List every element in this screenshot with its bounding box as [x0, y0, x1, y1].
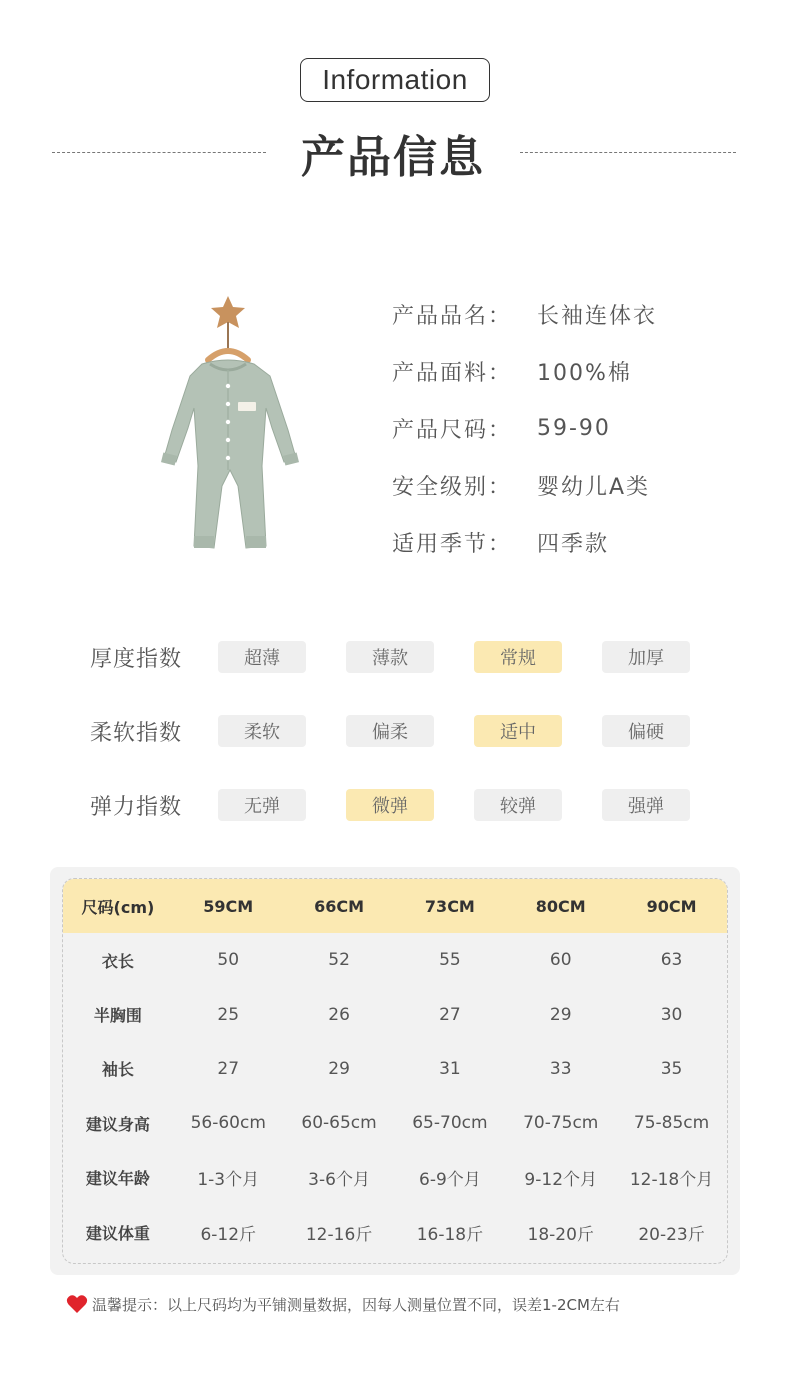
index-option: 加厚 [602, 641, 690, 673]
table-header-cell: 尺码(cm) [81, 897, 155, 917]
row-label: 衣长 [101, 951, 134, 971]
table-cell: 30 [660, 1004, 683, 1025]
row-label: 建议体重 [85, 1223, 150, 1243]
table-row [63, 933, 727, 987]
size-note [66, 1292, 766, 1316]
table-header-row [63, 879, 727, 933]
table-cell: 27 [439, 1004, 461, 1025]
index-options [218, 641, 730, 673]
index-row-elasticity [90, 768, 730, 842]
table-header-cell: 90CM [646, 896, 697, 916]
info-row-safety [392, 457, 772, 514]
index-options [218, 789, 730, 821]
table-cell: 20-23斤 [638, 1224, 705, 1245]
section-title: 产品信息 [301, 132, 485, 183]
table-cell: 27 [217, 1058, 240, 1079]
size-table-inner [62, 878, 728, 1264]
info-label: 产品面料： [392, 361, 513, 386]
table-header-cell: 66CM [314, 896, 365, 916]
table-cell: 29 [549, 1004, 572, 1025]
info-row-fabric [392, 343, 772, 400]
table-cell: 70-75cm [523, 1113, 599, 1134]
index-option: 薄款 [346, 641, 434, 673]
heart-icon [66, 1294, 88, 1314]
index-option: 偏柔 [346, 715, 434, 747]
table-cell: 33 [549, 1058, 572, 1079]
index-option: 柔软 [218, 715, 306, 747]
info-row-size [392, 400, 772, 457]
row-label: 袖长 [101, 1060, 134, 1080]
divider-left [52, 152, 266, 153]
table-cell: 12-16斤 [305, 1224, 373, 1245]
table-cell: 56-60cm [190, 1113, 266, 1134]
table-cell: 6-12斤 [200, 1224, 257, 1245]
row-label: 半胸围 [93, 1006, 142, 1026]
size-table [50, 867, 740, 1275]
index-row-softness [90, 694, 730, 768]
product-info-list [392, 286, 772, 571]
table-row [63, 1151, 727, 1205]
table-row [63, 987, 727, 1041]
index-option: 较弹 [474, 789, 562, 821]
table-cell: 12-18个月 [629, 1170, 714, 1191]
index-option: 偏硬 [602, 715, 690, 747]
table-cell: 63 [660, 950, 683, 971]
index-ratings [90, 620, 730, 842]
table-cell: 6-9个月 [419, 1170, 481, 1191]
index-options [218, 715, 730, 747]
index-label: 厚度指数 [90, 646, 183, 672]
table-cell: 18-20斤 [527, 1224, 594, 1245]
baby-romper-icon [148, 290, 313, 560]
index-option-selected: 适中 [474, 715, 562, 747]
table-cell: 31 [439, 1058, 461, 1079]
index-label: 弹力指数 [90, 794, 183, 820]
table-cell: 65-70cm [412, 1113, 488, 1134]
index-option: 超薄 [218, 641, 306, 673]
info-value: 59-90 [537, 416, 611, 441]
index-option-selected: 常规 [474, 641, 562, 673]
info-label: 适用季节： [392, 532, 513, 557]
index-label: 柔软指数 [90, 720, 183, 746]
table-cell: 60-65cm [301, 1113, 377, 1134]
note-text: 温馨提示：以上尺码均为平铺测量数据，因每人测量位置不同，误差1-2CM左右 [92, 1295, 620, 1314]
table-cell: 35 [660, 1058, 683, 1079]
table-cell: 25 [217, 1004, 240, 1025]
row-label: 建议年龄 [85, 1169, 150, 1189]
info-row-season [392, 514, 772, 571]
table-cell: 16-18斤 [416, 1224, 484, 1245]
table-header-cell: 73CM [424, 896, 475, 916]
table-header-cell: 80CM [535, 896, 586, 916]
index-option: 无弹 [218, 789, 306, 821]
section-title-en: Information [300, 58, 490, 102]
table-cell: 60 [549, 950, 572, 971]
table-cell: 50 [217, 950, 240, 971]
table-cell: 52 [328, 950, 350, 971]
info-value: 四季款 [537, 532, 610, 557]
row-label: 建议身高 [85, 1114, 150, 1134]
table-cell: 3-6个月 [308, 1170, 370, 1191]
info-label: 产品品名： [392, 304, 513, 329]
table-cell: 1-3个月 [197, 1170, 260, 1191]
table-cell: 9-12个月 [524, 1170, 598, 1191]
index-row-thickness [90, 620, 730, 694]
table-row [63, 1096, 727, 1150]
table-cell: 26 [328, 1004, 350, 1025]
table-header-cell: 59CM [203, 896, 254, 916]
divider-right [520, 152, 736, 153]
table-row [63, 1205, 727, 1259]
info-row-name [392, 286, 772, 343]
info-value: 婴幼儿A类 [537, 475, 651, 500]
info-label: 安全级别： [392, 475, 513, 500]
index-option: 强弹 [602, 789, 690, 821]
table-cell: 75-85cm [633, 1113, 710, 1134]
info-value: 长袖连体衣 [537, 304, 658, 329]
info-label: 产品尺码： [392, 418, 513, 443]
table-cell: 29 [328, 1058, 350, 1079]
info-value: 100%棉 [537, 361, 632, 386]
table-cell: 55 [439, 950, 461, 971]
table-row [63, 1042, 727, 1096]
index-option-selected: 微弹 [346, 789, 434, 821]
